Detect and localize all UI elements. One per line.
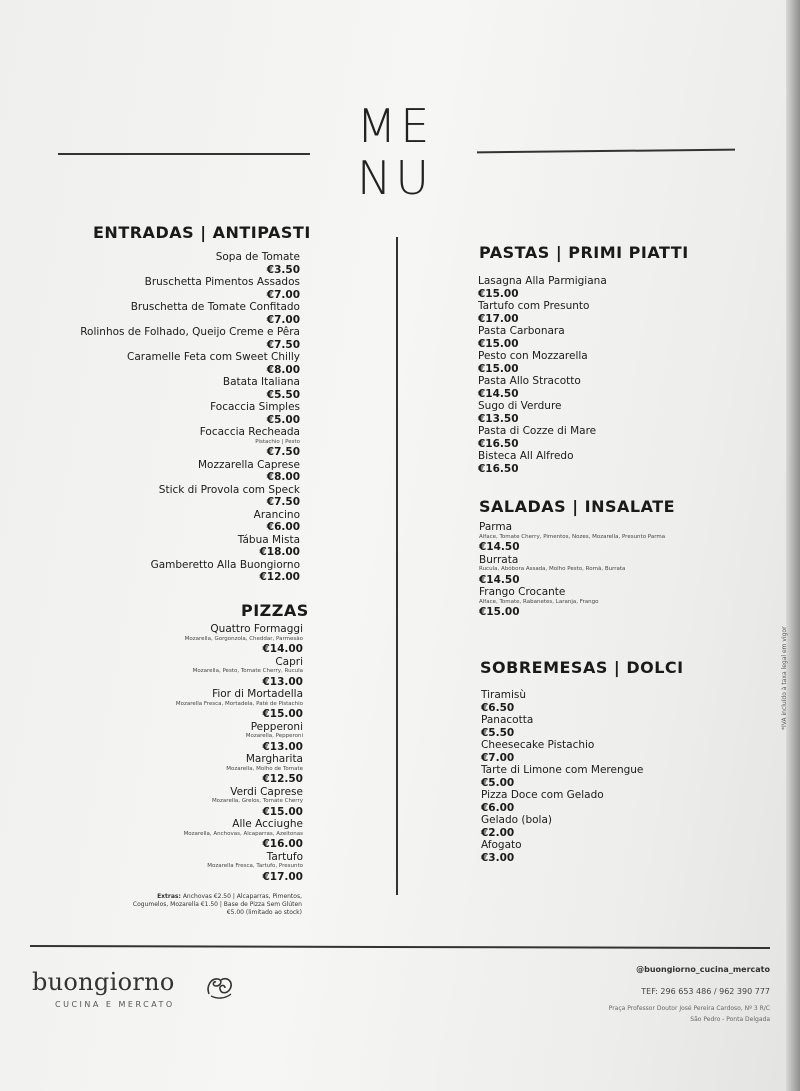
menu-item <box>478 450 738 475</box>
menu-item-name: Rolinhos de Folhado, Queijo Creme e Pêra <box>80 326 300 338</box>
menu-item <box>481 789 741 814</box>
menu-title-line2: NU <box>356 151 434 205</box>
menu-item <box>478 325 738 350</box>
menu-item <box>481 714 741 739</box>
menu-item-description: Mozarella, Molho de Tomate <box>226 765 303 772</box>
menu-item-name: Tartufo com Presunto <box>478 300 590 312</box>
menu-item-name: Stick di Provola com Speck <box>158 483 300 496</box>
menu-item-name: Pesto con Mozzarella <box>478 350 588 362</box>
menu-item <box>40 301 300 326</box>
menu-item <box>479 554 739 587</box>
menu-item <box>479 586 739 619</box>
menu-item-name: Gelado (bola) <box>481 814 553 826</box>
pastas-list <box>478 275 738 475</box>
menu-item-price: €5.00 <box>266 413 300 426</box>
menu-item-name: Frango Crocante <box>479 586 566 598</box>
pizza-extras-label: Extras: <box>157 893 181 900</box>
menu-item <box>40 459 300 484</box>
menu-item-name: Verdi Caprese <box>230 785 303 798</box>
menu-item <box>481 814 741 839</box>
vat-note: *IVA incluído à taxa legal em vigor <box>781 626 788 730</box>
menu-item-name: Bisteca All Alfredo <box>478 450 574 462</box>
menu-item <box>481 839 741 864</box>
menu-item-price: €6.50 <box>481 701 515 714</box>
menu-item-description: Mozarella, Gorgonzola, Cheddar, Parmesão <box>184 635 303 642</box>
menu-item-description: Mozarella Fresca, Mortadela, Paté de Pistachio <box>175 700 303 707</box>
menu-item <box>103 688 303 721</box>
menu-item-name: Quattro Formaggi <box>210 623 303 635</box>
menu-item-price: €8.00 <box>266 471 300 483</box>
menu-item-price: €13.00 <box>262 740 303 753</box>
menu-item-price: €6.00 <box>481 801 515 814</box>
menu-item-price: €14.00 <box>262 643 303 655</box>
menu-item-price: €3.00 <box>481 851 515 864</box>
menu-item-description: Alface, Tomate, Rabanetes, Laranja, Frango <box>479 598 599 605</box>
menu-item-price: €14.50 <box>479 573 520 586</box>
pastas-heading: PASTAS | PRIMI PIATTI <box>479 243 689 262</box>
menu-item-name: Pizza Doce com Gelado <box>481 789 604 801</box>
menu-item <box>40 426 300 459</box>
menu-item-price: €6.00 <box>266 521 300 533</box>
menu-item <box>478 425 738 450</box>
menu-item-price: €16.50 <box>478 437 519 450</box>
menu-item-name: Lasagna Alla Parmigiana <box>478 275 607 287</box>
menu-item <box>103 656 303 689</box>
menu-item-name: Caramelle Feta com Sweet Chilly <box>127 351 300 363</box>
menu-item <box>103 851 303 884</box>
menu-item-name: Panacotta <box>481 714 534 726</box>
entradas-list <box>40 251 300 584</box>
menu-item-price: €15.00 <box>478 362 519 375</box>
menu-item <box>481 689 741 714</box>
menu-item-price: €7.50 <box>266 446 300 458</box>
sobremesas-list <box>481 689 741 864</box>
menu-item-price: €12.00 <box>259 571 300 583</box>
menu-item <box>40 534 300 559</box>
menu-item-price: €15.00 <box>478 337 519 350</box>
brand-logo: buongiorno <box>32 968 175 996</box>
menu-item <box>40 276 300 301</box>
menu-item-name: Tartufo <box>266 850 303 863</box>
menu-item <box>478 375 738 400</box>
menu-item <box>481 739 741 764</box>
menu-item <box>481 764 741 789</box>
menu-item-name: Fior di Mortadella <box>212 688 303 700</box>
menu-item-name: Arancino <box>253 508 300 521</box>
menu-item-name: Sugo di Verdure <box>478 400 562 412</box>
menu-item-price: €5.50 <box>266 388 300 401</box>
menu-item-price: €7.00 <box>481 751 515 764</box>
saladas-list <box>479 521 739 619</box>
menu-item-name: Cheesecake Pistachio <box>481 739 595 751</box>
menu-item-price: €17.00 <box>262 870 303 883</box>
menu-item-name: Bruschetta de Tomate Confitado <box>130 301 300 313</box>
menu-item-price: €5.00 <box>481 776 515 789</box>
menu-item <box>40 251 300 276</box>
menu-item-description: Mozarella, Anchovas, Alcaparras, Azeitonas <box>183 830 303 837</box>
brand-emblem-icon <box>203 972 237 1002</box>
entradas-heading: ENTRADAS | ANTIPASTI <box>93 223 311 242</box>
menu-item <box>40 559 300 584</box>
menu-item-name: Tarte di Limone com Merengue <box>481 764 644 776</box>
menu-item-name: Afogato <box>481 839 522 851</box>
pizza-extras <box>127 893 302 917</box>
address-line-1: Praça Professor Doutor José Pereira Cardoso, Nº 3 R/C <box>608 1005 770 1012</box>
menu-item <box>40 326 300 351</box>
menu-item-price: €16.50 <box>478 462 519 475</box>
instagram-handle: @buongiorno_cucina_mercato <box>636 965 770 974</box>
menu-item-price: €7.00 <box>266 288 300 301</box>
menu-item-price: €7.00 <box>266 313 300 326</box>
menu-item <box>40 376 300 401</box>
menu-item-name: Pasta Carbonara <box>478 325 565 337</box>
title-rule-left <box>58 153 310 155</box>
menu-item-price: €14.50 <box>478 387 519 400</box>
menu-item-name: Mozzarella Caprese <box>197 458 300 471</box>
address-line-2: São Pedro - Ponta Delgada <box>690 1016 770 1023</box>
menu-item-name: Pepperoni <box>250 720 303 733</box>
menu-item <box>103 753 303 786</box>
menu-item <box>40 484 300 509</box>
menu-item-description: Mozarella, Pesto, Tomate Cherry, Rucula <box>192 668 303 674</box>
menu-item-price: €16.00 <box>262 838 303 850</box>
menu-item <box>40 351 300 376</box>
menu-item-name: Burrata <box>479 553 519 566</box>
menu-item-price: €14.50 <box>479 541 520 553</box>
menu-item-name: Capri <box>275 655 303 668</box>
saladas-heading: SALADAS | INSALATE <box>479 497 676 516</box>
menu-item-description: Mozarella Fresca, Tartufo, Presunto <box>207 863 303 869</box>
menu-item-name: Focaccia Simples <box>210 401 300 413</box>
menu-item-price: €2.00 <box>481 826 515 839</box>
menu-item <box>478 350 738 375</box>
menu-item-name: Gamberetto Alla Buongiorno <box>150 558 300 571</box>
menu-item-price: €13.50 <box>478 412 519 425</box>
menu-item-name: Margharita <box>245 753 303 765</box>
menu-item-name: Bruschetta Pimentos Assados <box>144 276 300 288</box>
menu-item-price: €15.00 <box>478 287 519 300</box>
menu-item-name: Sopa de Tomate <box>215 251 300 263</box>
pizzas-list <box>103 623 303 883</box>
menu-item-price: €3.50 <box>266 263 300 276</box>
menu-item <box>103 721 303 754</box>
menu-item-description: Rucula, Abóbora Assada, Molho Pesto, Romã, Burrata <box>479 566 626 572</box>
menu-item-name: Pasta di Cozze di Mare <box>478 425 597 437</box>
menu-item-name: Tiramisù <box>481 689 527 701</box>
menu-item <box>479 521 739 554</box>
menu-item-price: €8.00 <box>266 363 300 376</box>
menu-item-price: €12.50 <box>262 773 303 785</box>
pizzas-heading: PIZZAS <box>241 601 309 620</box>
menu-item-price: €15.00 <box>262 805 303 818</box>
menu-item-price: €15.00 <box>479 606 520 618</box>
menu-item-name: Alle Acciughe <box>232 818 303 830</box>
menu-item-name: Parma <box>479 521 513 533</box>
menu-item-price: €7.50 <box>266 338 300 351</box>
brand-subtitle: CUCINA E MERCATO <box>55 1000 175 1009</box>
menu-item-name: Batata Italiana <box>222 376 300 388</box>
menu-item-price: €17.00 <box>478 312 519 325</box>
menu-item-description: Alface, Tomate Cherry, Pimentos, Nozes, Mozarella, Presunto Parma <box>479 533 666 540</box>
menu-item-price: €18.00 <box>259 546 300 558</box>
pizza-extras-text: Anchovas €2.50 | Alcaparras, Pimentos, Cogumelos, Mozarella €1.50 | Base de Pizza Sem Glúten €5.00 (limitado ao stock) <box>132 893 302 916</box>
menu-item-name: Focaccia Recheada <box>199 426 300 438</box>
menu-item-price: €15.00 <box>262 708 303 720</box>
menu-item-price: €13.00 <box>262 675 303 688</box>
menu-item-description: Mozarella, Grelos, Tomate Cherry <box>211 798 303 804</box>
menu-item <box>103 623 303 656</box>
phone-numbers: TEF: 296 653 486 / 962 390 777 <box>641 987 770 996</box>
column-divider <box>396 237 398 895</box>
menu-item <box>478 400 738 425</box>
sobremesas-heading: SOBREMESAS | DOLCI <box>480 658 684 677</box>
menu-item-name: Tábua Mista <box>237 533 300 546</box>
menu-item <box>478 275 738 300</box>
menu-item-description: Pistachio | Pesto <box>255 438 300 445</box>
menu-title-line1: ME <box>356 99 434 153</box>
menu-item <box>40 401 300 426</box>
menu-item-name: Pasta Allo Stracotto <box>478 375 581 387</box>
menu-item <box>40 509 300 534</box>
menu-item <box>478 300 738 325</box>
menu-item-price: €7.50 <box>266 496 300 508</box>
menu-item-description: Mozarella, Pepperoni <box>245 733 303 739</box>
background-edge <box>786 0 800 1091</box>
menu-item <box>103 786 303 819</box>
menu-item-price: €5.50 <box>481 726 515 739</box>
menu-item <box>103 818 303 851</box>
